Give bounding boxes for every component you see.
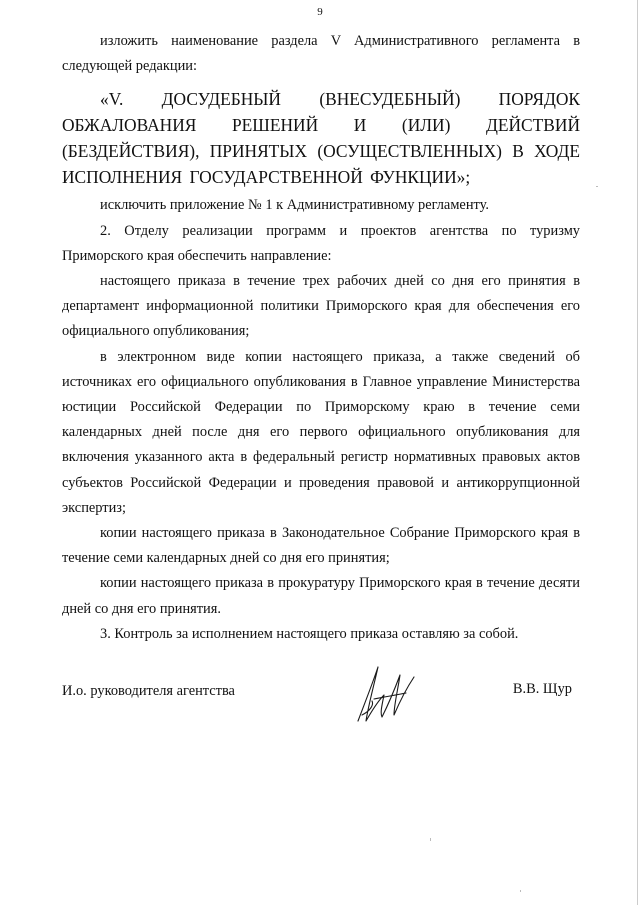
paragraph-prosecutor: копии настоящего приказа в прокуратуру Приморского края в течение десяти дней со дня его принятия. (62, 575, 580, 617)
paragraph-ministry-justice: в электронном виде копии настоящего приказа, а также сведений об источниках его официального опубликования в Главное управление Министерства юстиции Российской Федерации по Приморскому краю в течение семи календарных дней после дня его первого официального опубликования для включения указанного акта в федеральный регистр нормативных правовых актов субъектов Российской Федерации и проведения правовой и антикоррупционной экспертиз; (62, 348, 580, 516)
paragraph-exclude-appendix: исключить приложение № 1 к Административному регламенту. (100, 197, 489, 214)
scan-speck (596, 186, 598, 187)
paragraph-item-2: 2. Отделу реализации программ и проектов агентства по туризму Приморского края обеспечить направление: (62, 222, 580, 264)
paragraph-legislative-assembly: копии настоящего приказа в Законодательное Собрание Приморского края в течение семи календарных дней со дня его принятия; (62, 525, 580, 567)
page-number: 9 (317, 6, 323, 18)
signature-block (62, 667, 580, 737)
signatory-role: И.о. руководителя агентства (62, 683, 235, 699)
handwritten-signature (344, 655, 424, 735)
signatory-name: В.В. Щур (512, 681, 572, 697)
scan-edge-line (637, 0, 638, 905)
scan-speck (430, 838, 431, 841)
document-body (62, 29, 580, 647)
paragraph-item-3: 3. Контроль за исполнением настоящего приказа оставляю за собой. (100, 625, 519, 642)
scan-speck (520, 890, 521, 892)
paragraph-publication-dept: настоящего приказа в течение трех рабочих дней со дня его принятия в департамент информационной политики Приморского края для обеспечения его официального опубликования; (62, 273, 580, 340)
paragraph-rename-section: изложить наименование раздела V Административного регламента в следующей редакции: (62, 33, 580, 75)
section-title-quote: «V. ДОСУДЕБНЫЙ (ВНЕСУДЕБНЫЙ) ПОРЯДОК ОБЖАЛОВАНИЯ РЕШЕНИЙ И (ИЛИ) ДЕЙСТВИЙ (БЕЗДЕЙСТВИЯ), ПРИНЯТЫХ (ОСУЩЕСТВЛЕННЫХ) В ХОДЕ ИСПОЛНЕНИЯ ГОСУДАРСТВЕННОЙ ФУНКЦИИ»; (62, 89, 580, 188)
